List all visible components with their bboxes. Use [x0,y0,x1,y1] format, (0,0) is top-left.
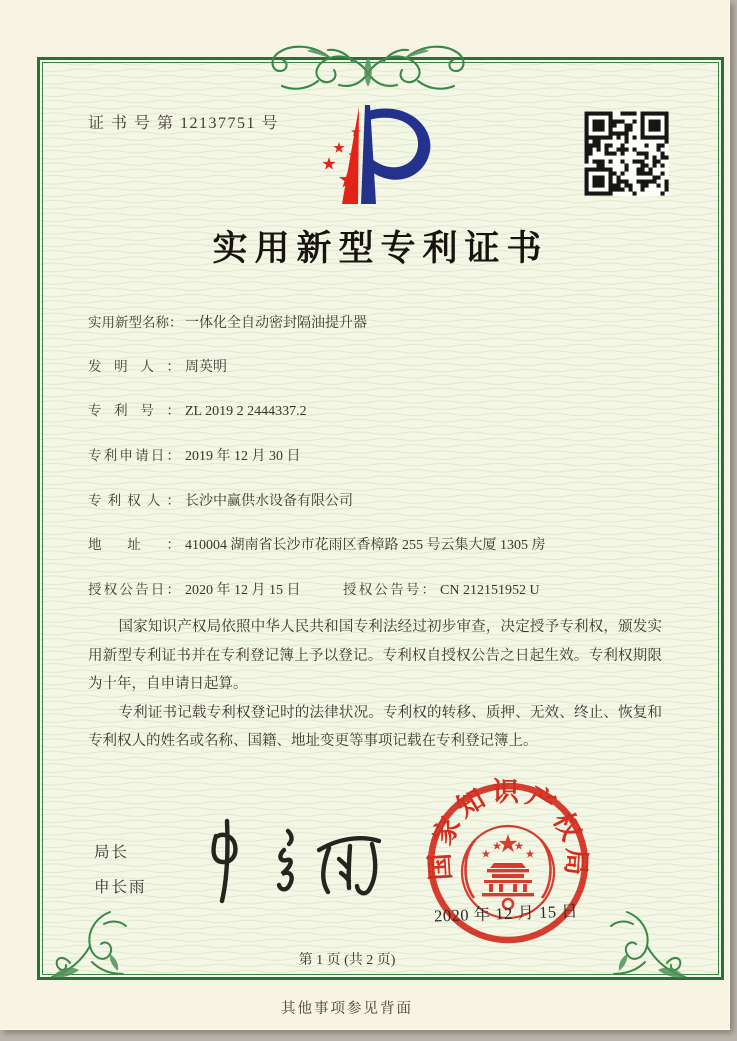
field-value: 周英明 [185,360,227,375]
field-value: 2020 年 12 月 15 日 [185,583,301,598]
field-label: 专利权人： [88,493,180,508]
director-label: 局长 [94,844,130,861]
director-name: 申长雨 [94,879,147,896]
certificate-number: 证 书 号 第 12137751 号 [88,115,280,132]
field-row [88,533,668,554]
top-ornament-icon [258,31,478,103]
field-row [88,578,668,599]
seal-date: 2020 年 12 月 15 日 [433,901,579,926]
qr-code [584,111,669,196]
body-paragraph-1: 国家知识产权局依照中华人民共和国专利法经过初步审查，决定授予专利权，颁发实用新型专利证书并在专利登记簿上予以登记。专利权自授权公告之日起生效。专利权期限为十年，自申请日起算。 [88,619,662,693]
field-label: 专利号： [88,403,180,418]
legal-body [88,613,662,756]
field-label: 授权公告号： [343,582,435,597]
field-row [88,489,668,510]
field-row [88,311,668,332]
field-label: 授权公告日： [88,582,180,597]
field-value: 长沙中赢供水设备有限公司 [185,494,353,509]
corner-ornament-left-icon [40,906,130,986]
page-title: 实用新型专利证书 [212,229,549,268]
seal-ring-text: 国家知识产权局 [424,777,592,882]
cnipa-logo-icon [299,102,445,208]
field-label: 实用新型名称： [88,315,183,330]
field-value: 2019 年 12 月 30 日 [185,449,301,464]
back-note: 其他事项参见背面 [281,1001,413,1017]
field-value: 一体化全自动密封隔油提升器 [185,316,367,331]
field-label: 专利申请日： [88,448,180,463]
field-row [88,444,668,465]
field-value: CN 212151952 U [440,583,540,598]
field-value: 410004 湖南省长沙市花雨区香樟路 255 号云集大厦 1305 房 [185,538,546,553]
field-row [88,399,668,420]
director-autograph-icon [192,815,392,907]
field-row-secondary [343,578,540,599]
field-label: 地址： [88,537,180,552]
field-row [88,355,668,376]
body-paragraph-2: 专利证书记载专利权登记时的法律状况。专利权的转移、质押、无效、终止、恢复和专利权人的姓名或名称、国籍、地址变更等事项记载在专利登记簿上。 [88,704,662,750]
field-value: ZL 2019 2 2444337.2 [185,404,307,419]
corner-ornament-right-icon [607,906,697,986]
page-footer: 第 1 页 (共 2 页) [298,953,396,968]
field-label: 发明人： [88,359,180,374]
official-seal-icon [404,756,612,964]
